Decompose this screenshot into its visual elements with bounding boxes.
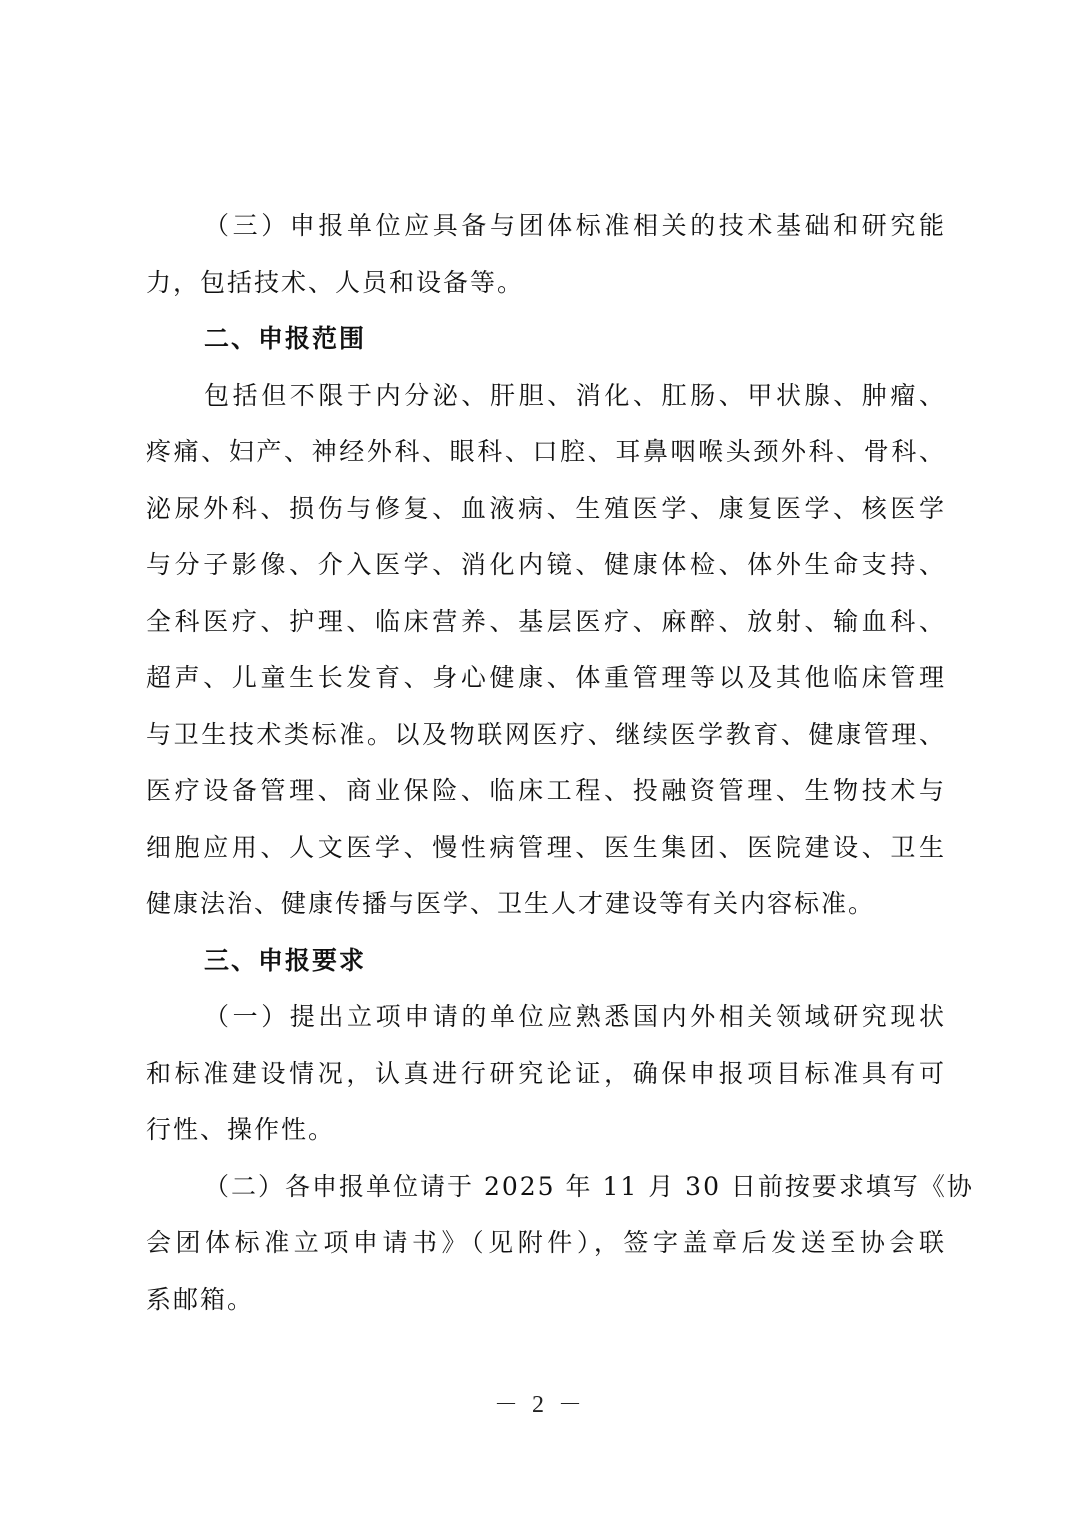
paragraph-line: （二）各申报单位请于 2025 年 11 月 30 日前按要求填写《协	[204, 1171, 974, 1201]
paragraph-line: 细胞应用、人文医学、慢性病管理、医生集团、医院建设、卫生	[146, 832, 946, 862]
paragraph-line: 超声、儿童生长发育、身心健康、体重管理等以及其他临床管理	[146, 663, 946, 692]
paragraph-line: 与分子影像、介入医学、消化内镜、健康体检、体外生命支持、	[146, 550, 946, 579]
requirement-item-3	[146, 198, 946, 311]
section-heading-scope: 二、申报范围	[204, 324, 367, 353]
requirement-item-1	[146, 989, 946, 1159]
page-number: － 2 －	[494, 1392, 586, 1418]
paragraph-line: 力，包括技术、人员和设备等。	[146, 267, 525, 297]
paragraph-line: 行性、操作性。	[146, 1115, 336, 1144]
paragraph-line: 包括但不限于内分泌、肝胆、消化、肛肠、甲状腺、肿瘤、	[204, 380, 946, 410]
scope-paragraph	[146, 368, 946, 933]
paragraph-line: 医疗设备管理、商业保险、临床工程、投融资管理、生物技术与	[146, 776, 946, 805]
paragraph-line: 会团体标准立项申请书》（见附件），签字盖章后发送至协会联	[146, 1228, 946, 1257]
section-heading-requirements: 三、申报要求	[204, 945, 367, 975]
paragraph-line: 全科医疗、护理、临床营养、基层医疗、麻醉、放射、输血科、	[146, 606, 946, 636]
paragraph-line: （三）申报单位应具备与团体标准相关的技术基础和研究能	[204, 211, 946, 240]
paragraph-line: 疼痛、妇产、神经外科、眼科、口腔、耳鼻咽喉头颈外科、骨科、	[146, 437, 946, 466]
paragraph-line: （一）提出立项申请的单位应熟悉国内外相关领域研究现状	[204, 1002, 946, 1031]
paragraph-line: 系邮箱。	[146, 1284, 255, 1314]
paragraph-line: 泌尿外科、损伤与修复、血液病、生殖医学、康复医学、核医学	[146, 493, 946, 523]
document-body	[146, 198, 974, 1328]
paragraph-line: 与卫生技术类标准。以及物联网医疗、继续医学教育、健康管理、	[146, 719, 946, 749]
requirement-item-2	[146, 1159, 974, 1329]
paragraph-line: 健康法治、健康传播与医学、卫生人才建设等有关内容标准。	[146, 889, 876, 918]
paragraph-line: 和标准建设情况，认真进行研究论证，确保申报项目标准具有可	[146, 1058, 946, 1088]
